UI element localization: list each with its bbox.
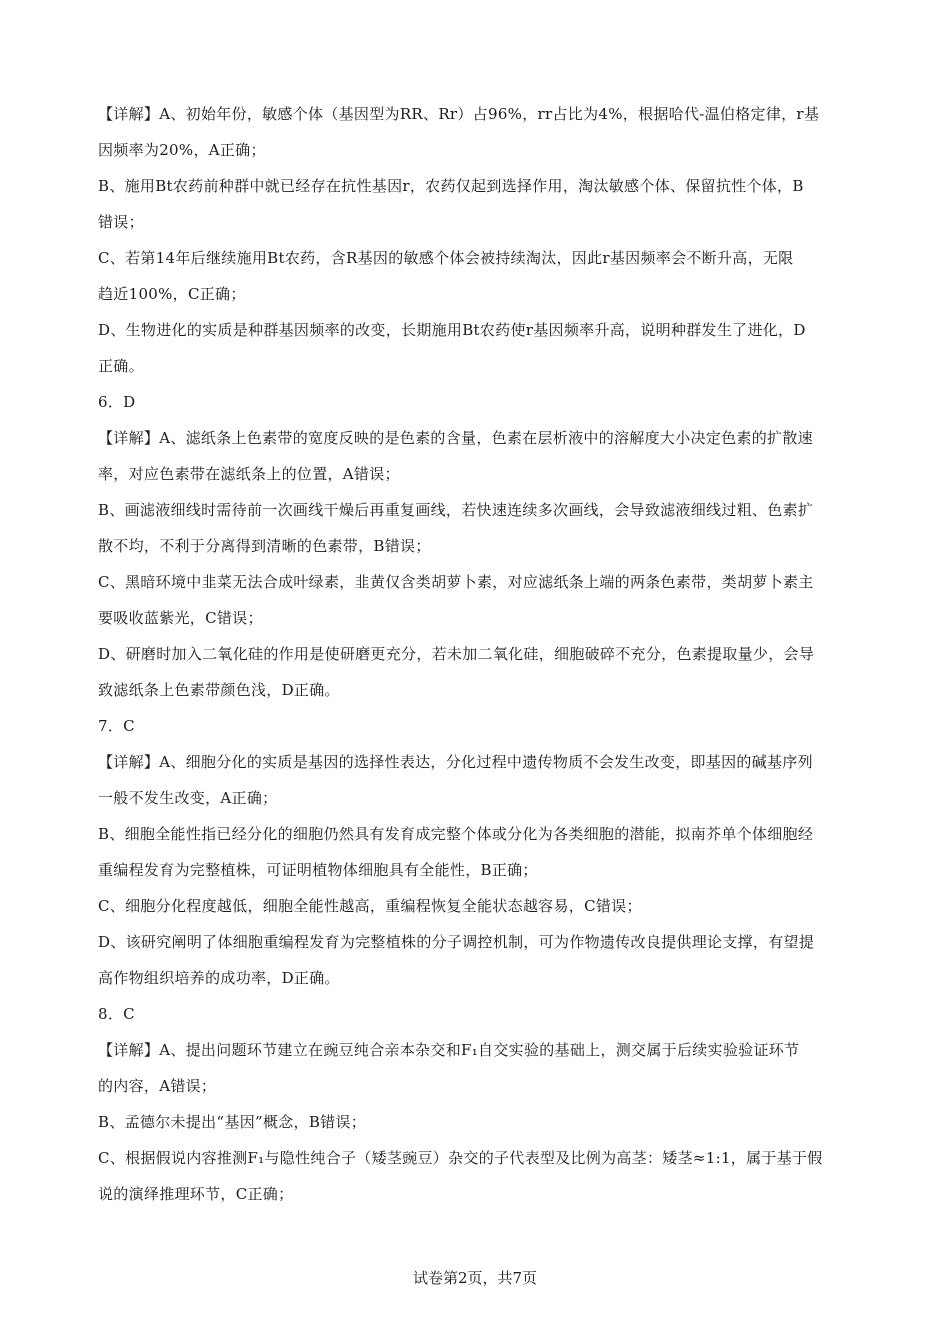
text-line: 趋近100%，C正确； [98, 285, 246, 303]
question-number: 6．D [98, 393, 136, 411]
text-line: D、研磨时加入二氧化硅的作用是使研磨更充分，若未加二氧化硅，细胞破碎不充分，色素提取量少，会导 [98, 645, 815, 663]
text-line: 【详解】A、细胞分化的实质是基因的选择性表达，分化过程中遗传物质不会发生改变，即基因的碱基序列 [98, 753, 813, 771]
text-line: 一般不发生改变，A正确； [98, 789, 278, 807]
text-line: 【详解】A、初始年份，敏感个体（基因型为RR、Rr）占96%，rr占比为4%，根据哈代-温伯格定律，r基 [98, 105, 820, 123]
text-line: 【详解】A、滤纸条上色素带的宽度反映的是色素的含量，色素在层析液中的溶解度大小决定色素的扩散速 [98, 429, 813, 447]
text-line: 散不均，不利于分离得到清晰的色素带，B错误； [98, 537, 431, 555]
text-line: B、施用Bt农药前种群中就已经存在抗性基因r，农药仅起到选择作用，淘汰敏感个体、保留抗性个体，B [98, 177, 804, 195]
answer-text [98, 96, 854, 1212]
question-number: 7．C [98, 717, 135, 735]
text-line: 致滤纸条上色素带颜色浅，D正确。 [98, 681, 340, 699]
text-line: 正确。 [98, 357, 144, 375]
question-number: 8．C [98, 1005, 135, 1023]
text-line: 率，对应色素带在滤纸条上的位置，A错误； [98, 465, 400, 483]
text-line: 因频率为20%，A正确； [98, 141, 266, 159]
text-line: C、根据假说内容推测F₁与隐性纯合子（矮茎豌豆）杂交的子代表型及比例为高茎：矮茎≈1:1，属于基于假 [98, 1149, 823, 1167]
text-line: C、若第14年后继续施用Bt农药，含R基因的敏感个体会被持续淘汰，因此r基因频率会不断升高，无限 [98, 249, 794, 267]
text-line: C、黑暗环境中韭菜无法合成叶绿素，韭黄仅含类胡萝卜素，对应滤纸条上端的两条色素带，类胡萝卜素主 [98, 573, 814, 591]
text-line: D、该研究阐明了体细胞重编程发育为完整植株的分子调控机制，可为作物遗传改良提供理论支撑，有望提 [98, 933, 815, 951]
text-line: B、画滤液细线时需待前一次画线干燥后再重复画线，若快速连续多次画线，会导致滤液细线过粗、色素扩 [98, 501, 814, 519]
text-line: 要吸收蓝紫光，C错误； [98, 609, 263, 627]
text-line: B、细胞全能性指已经分化的细胞仍然具有发育成完整个体或分化为各类细胞的潜能，拟南芥单个体细胞经 [98, 825, 814, 843]
page-footer: 试卷第2页，共7页 [412, 1269, 538, 1287]
text-line: 错误； [98, 213, 144, 231]
text-line: 高作物组织培养的成功率，D正确。 [98, 969, 340, 987]
text-line: 重编程发育为完整植株，可证明植物体细胞具有全能性，B正确； [98, 861, 538, 879]
text-line: 的内容，A错误； [98, 1077, 217, 1095]
text-line: 【详解】A、提出问题环节建立在豌豆纯合亲本杂交和F₁自交实验的基础上，测交属于后续实验验证环节 [98, 1041, 800, 1059]
text-line: C、细胞分化程度越低，细胞全能性越高，重编程恢复全能状态越容易，C错误； [98, 897, 642, 915]
text-line: B、孟德尔未提出“基因”概念，B错误； [98, 1113, 367, 1131]
text-line: D、生物进化的实质是种群基因频率的改变，长期施用Bt农药使r基因频率升高，说明种群发生了进化，D [98, 321, 806, 339]
text-line: 说的演绎推理环节，C正确； [98, 1185, 294, 1203]
